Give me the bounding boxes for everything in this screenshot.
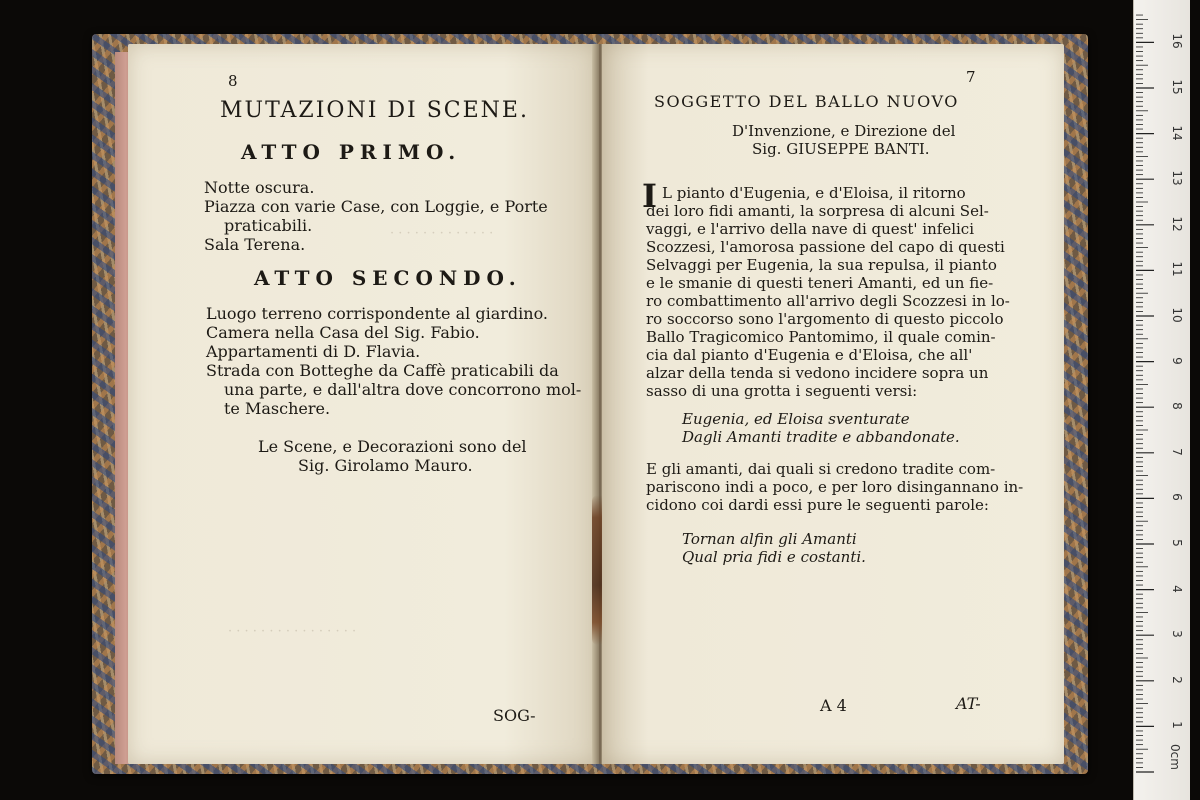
- text-line: Camera nella Casa del Sig. Fabio.: [206, 323, 480, 342]
- ruler-label: 1: [1170, 721, 1184, 730]
- page-number: 7: [966, 68, 976, 86]
- ruler-label: 2: [1170, 675, 1184, 684]
- text-line: praticabili.: [224, 216, 313, 235]
- text-line: Piazza con varie Case, con Loggie, e Porte: [204, 197, 548, 216]
- show-through-text: · · · · · · · · · · · · · · · ·: [228, 624, 357, 639]
- text-line: ro soccorso sono l'argomento di questo piccolo: [646, 310, 1004, 328]
- text-line: L pianto d'Eugenia, e d'Eloisa, il ritorno: [662, 184, 966, 202]
- ruler-label: 7: [1170, 447, 1184, 456]
- text-line: una parte, e dall'altra dove concorrono mol-: [224, 380, 582, 399]
- signature-mark: A 4: [820, 696, 847, 715]
- ruler-label: 16: [1170, 33, 1184, 50]
- right-page: [602, 44, 1064, 764]
- verse-line: Dagli Amanti tradite e abbandonate.: [682, 428, 960, 446]
- ruler-label: 9: [1170, 356, 1184, 365]
- text-line: E gli amanti, dai quali si credono tradite com-: [646, 460, 996, 478]
- show-through-text: · · · · · · · · · · · · ·: [390, 226, 494, 241]
- text-line: vaggi, e l'arrivo della nave di quest' infelici: [646, 220, 974, 238]
- text-line: te Maschere.: [224, 399, 331, 418]
- page-title: MUTAZIONI DI SCENE.: [220, 98, 529, 123]
- ruler-label: 8: [1170, 402, 1184, 410]
- text-line: dei loro fidi amanti, la sorpresa di alcuni Sel-: [646, 202, 989, 220]
- text-line: Strada con Botteghe da Caffè praticabili da: [206, 361, 559, 380]
- verse-line: Eugenia, ed Eloisa sventurate: [682, 410, 910, 428]
- ruler-label: 0cm: [1168, 744, 1182, 770]
- ruler-label: 10: [1170, 307, 1184, 323]
- text-line: sasso di una grotta i seguenti versi:: [646, 382, 918, 400]
- text-line: cidono coi dardi essi pure le seguenti parole:: [646, 496, 989, 514]
- ruler-label: 6: [1170, 493, 1184, 502]
- left-page: [128, 44, 598, 764]
- ruler-label: 15: [1170, 79, 1184, 95]
- text-line: Scozzesi, l'amorosa passione del capo di questi: [646, 238, 1005, 256]
- page-number: 8: [228, 72, 238, 90]
- drop-cap: I: [642, 177, 657, 215]
- subtitle: D'Invenzione, e Direzione del: [732, 122, 956, 140]
- subtitle: Sig. GIUSEPPE BANTI.: [752, 140, 930, 158]
- verse-line: Qual pria fidi e costanti.: [682, 548, 866, 566]
- text-line: e le smanie di questi teneri Amanti, ed un fie-: [646, 274, 994, 292]
- text-line: Selvaggi per Eugenia, la sua repulsa, il pianto: [646, 256, 997, 274]
- credit-line: Sig. Girolamo Mauro.: [298, 456, 473, 475]
- text-line: Notte oscura.: [204, 178, 315, 197]
- ruler-label: 13: [1170, 170, 1184, 186]
- text-line: Sala Terena.: [204, 235, 306, 254]
- act-heading: ATTO PRIMO.: [241, 140, 462, 164]
- catchword: SOG-: [493, 706, 536, 725]
- text-line: alzar della tenda si vedono incidere sopra un: [646, 364, 989, 382]
- ruler-label: 14: [1170, 124, 1184, 141]
- page-title: SOGGETTO DEL BALLO NUOVO: [654, 92, 959, 111]
- credit-line: Le Scene, e Decorazioni sono del: [258, 437, 527, 456]
- ruler-label: 4: [1170, 584, 1184, 593]
- text-line: Ballo Tragicomico Pantomimo, il quale comin-: [646, 328, 996, 346]
- ruler-label: 5: [1170, 539, 1184, 547]
- act-heading: ATTO SECONDO.: [254, 266, 522, 290]
- verse-line: Tornan alfin gli Amanti: [682, 530, 857, 548]
- ruler-label: 3: [1170, 630, 1184, 638]
- ruler-label: 11: [1170, 261, 1184, 278]
- ruler-label: 12: [1170, 216, 1184, 232]
- measuring-ruler: [1133, 0, 1190, 800]
- text-line: cia dal pianto d'Eugenia e d'Eloisa, che all': [646, 346, 973, 364]
- text-line: Appartamenti di D. Flavia.: [206, 342, 421, 361]
- text-line: Luogo terreno corrispondente al giardino.: [206, 304, 548, 323]
- catchword: AT-: [956, 694, 981, 713]
- text-line: ro combattimento all'arrivo degli Scozzesi in lo-: [646, 292, 1010, 310]
- text-line: pariscono indi a poco, e per loro disingannano in-: [646, 478, 1024, 496]
